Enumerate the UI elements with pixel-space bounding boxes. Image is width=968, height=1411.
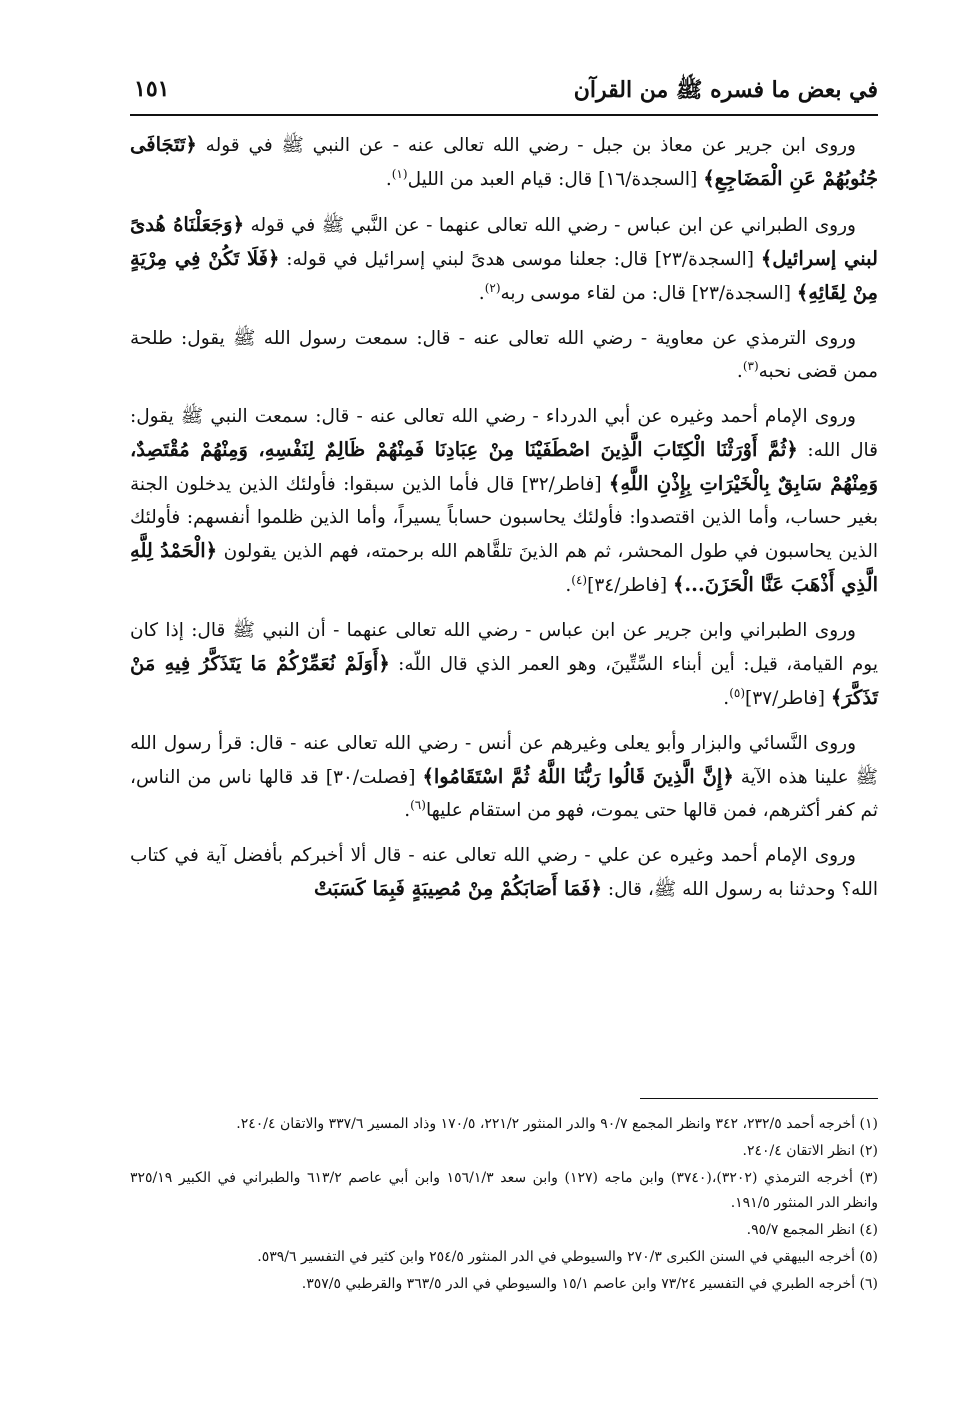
main-text [130, 128, 878, 918]
footnote-ref: (٢) [484, 280, 501, 295]
footnote-3: (٣) أخرجه الترمذي (٣٢٠٢)،(٣٧٤٠) وابن ماجه (١٢٧) وابن سعد ١٥٦/١/٣ وابن أبي عاصم ٦١٣/٢ والطبراني في الكبير ٣٢٥/١٩ وانظر الدر المنثور ١٩١/٥. [130, 1170, 878, 1211]
paragraph-6: وروى النَّسائي والبزار وأبو يعلى وغيرهم عن أنس - رضي الله تعالى عنه - قال: قرأ رسول الله ﷺ علينا هذه الآية ﴿إِنَّ الَّذِينَ قَالُوا رَبُّنَا اللَّهُ ثُمَّ اسْتَقَامُوا﴾ [فصلت/٣٠] قد قالها ناس من الناس، ثم كفر أكثرهم، فمن قالها حتى يموت، فهو من استقام عليها$^{(٦)}$. [130, 733, 878, 821]
footnotes [130, 1112, 878, 1299]
footnote-6: (٦) أخرجه الطبري في التفسير ٧٣/٢٤ وابن عاصم ١٥/١ والسيوطي في الدر ٣٦٣/٥ والقرطبي ٣٥٧/٥. [301, 1276, 878, 1292]
quran-verse: ﴿أَوَلَمْ نُعَمِّرْكُمْ مَا يَتَذَكَّرُ فِيهِ مَنْ تَذَكَّرَ﴾ [130, 652, 878, 709]
footnote-ref: (٣) [742, 358, 759, 373]
quran-verse: ﴿تَتَجَافَى جُنُوبُهُمْ عَنِ الْمَضَاجِعِ﴾ [130, 133, 878, 190]
quran-verse: ﴿وَجَعَلْنَاهُ هُدىً لبني إسرائيل﴾ [130, 213, 879, 270]
footnote-ref: (٥) [729, 685, 746, 700]
paragraph-5: وروى الطبراني وابن جرير عن ابن عباس - رضي الله تعالى عنهما - أن النبي ﷺ قال: إذا كان يوم القيامة، قيل: أين أبناء السِّتِّينَ، وهو العمر الذي قال اللّه: ﴿أَوَلَمْ نُعَمِّرْكُمْ مَا يَتَذَكَّرُ فِيهِ مَنْ تَذَكَّرَ﴾ [فاطر/٣٧]$^{(٥)}$. [130, 620, 878, 709]
page-number: ١٥١ [134, 76, 170, 102]
paragraph-2: وروى الطبراني عن ابن عباس - رضي الله تعالى عنهما - عن النَّبي ﷺ في قوله ﴿وَجَعَلْنَاهُ هُدىً لبني إسرائيل﴾ [السجدة/٢٣] قال: جعلنا موسى هدىً لبني إسرائيل في قوله: ﴿فَلَا تَكُنْ فِي مِرْيَةٍ مِنْ لِقَائِهِ﴾ [السجدة/٢٣] قال: من لقاء موسى ربه$^{(٢)}$. [130, 213, 879, 304]
footnote-1: (١) أخرجه أحمد ٢٣٢/٥، ٣٤٢ وانظر المجمع ٩٠/٧ والدر المنثور ٢٢١/٢، ١٧٠/٥ وذاد المسير ٣٣٧/٦ والاتقان ٢٤٠/٤. [236, 1116, 878, 1132]
quran-verse: ﴿فَمَا أَصَابَكُمْ مِنْ مُصِيبَةٍ فَبِمَا كَسَبَتْ [313, 877, 602, 900]
footnote-4: (٤) انظر المجمع ٩٥/٧. [746, 1222, 878, 1238]
paragraph-1: وروى ابن جرير عن معاذ بن جبل - رضي الله تعالى عنه - عن النبي ﷺ في قوله ﴿تَتَجَافَى جُنُوبُهُمْ عَنِ الْمَضَاجِعِ﴾ [السجدة/١٦] قال: قيام العبد من الليل$^{(١)}$. [130, 133, 878, 190]
footnote-ref: (٦) [410, 797, 426, 812]
footnote-2: (٢) انظر الاتقان ٢٤٠/٤. [742, 1143, 878, 1159]
quran-verse: ﴿فَلَا تَكُنْ فِي مِرْيَةٍ مِنْ لِقَائِهِ﴾ [130, 247, 878, 304]
quran-verse: ﴿إِنَّ الَّذِينَ قَالُوا رَبُّنَا اللَّهُ ثُمَّ اسْتَقَامُوا﴾ [422, 765, 734, 788]
paragraph-7: وروى الإمام أحمد وغيره عن علي - رضي الله تعالى عنه - قال ألا أخبركم بأفضل آية في كتاب الله؟ وحدثنا به رسول الله ﷺ، قال: ﴿فَمَا أَصَابَكُمْ مِنْ مُصِيبَةٍ فَبِمَا كَسَبَتْ [130, 845, 878, 900]
paragraph-3: وروى الترمذي عن معاوية - رضي الله تعالى عنه - قال: سمعت رسول الله ﷺ يقول: طلحة ممن قضى نحبه$^{(٣)}$. [130, 328, 878, 382]
footnote-ref: (٤) [571, 572, 588, 587]
quran-verse: ﴿ثُمَّ أَوْرَثْنَا الْكِتَابَ الَّذِينَ اصْطَفَيْنَا مِنْ عِبَادِنَا فَمِنْهُمْ ظَالِمٌ لِنَفْسِهِ، وَمِنْهُمْ مُقْتَصِدٌ، وَمِنْهُمْ سَابِقٌ بِالْخَيْرَاتِ بِإِذْنِ اللَّهِ﴾ [130, 438, 878, 495]
footnote-divider [640, 1098, 878, 1099]
quran-verse: ﴿الْحَمْدُ لِلَّهِ الَّذِي أَذْهَبَ عَنَّا الْحَزَنَ...﴾ [130, 539, 878, 596]
footnote-ref: (١) [391, 166, 408, 181]
paragraph-4: وروى الإمام أحمد وغيره عن أبي الدرداء - رضي الله تعالى عنه - قال: سمعت النبي ﷺ يقول: قال الله: ﴿ثُمَّ أَوْرَثْنَا الْكِتَابَ الَّذِينَ اصْطَفَيْنَا مِنْ عِبَادِنَا فَمِنْهُمْ ظَالِمٌ لِنَفْسِهِ، وَمِنْهُمْ مُقْتَصِدٌ، وَمِنْهُمْ سَابِقٌ بِالْخَيْرَاتِ بِإِذْنِ اللَّهِ﴾ [فاطر/٣٢] قال فأما الذين سبقوا: فأولئك الذين يدخلون الجنة بغير حساب، وأما الذين اقتصدوا: فأولئك يحاسبون حساباً يسيراً، وأما الذين ظلموا أنفسهم: فأولئك الذين يحاسبون في طول المحشر، ثم هم الذينَ تلقَّاهم الله برحمته، فهم الذين يقولون ﴿الْحَمْدُ لِلَّهِ الَّذِي أَذْهَبَ عَنَّا الْحَزَنَ...﴾ [فاطر/٣٤]$^{(٤)}$. [130, 406, 878, 596]
page-header [130, 70, 878, 116]
footnote-5: (٥) أخرجه البيهقي في السنن الكبرى ٢٧٠/٣ والسيوطي في الدر المنثور ٢٥٤/٥ وابن كثير في التفسير ٥٣٩/٦. [257, 1249, 878, 1265]
running-title: في بعض ما فسره ﷺ من القرآن [573, 77, 878, 103]
